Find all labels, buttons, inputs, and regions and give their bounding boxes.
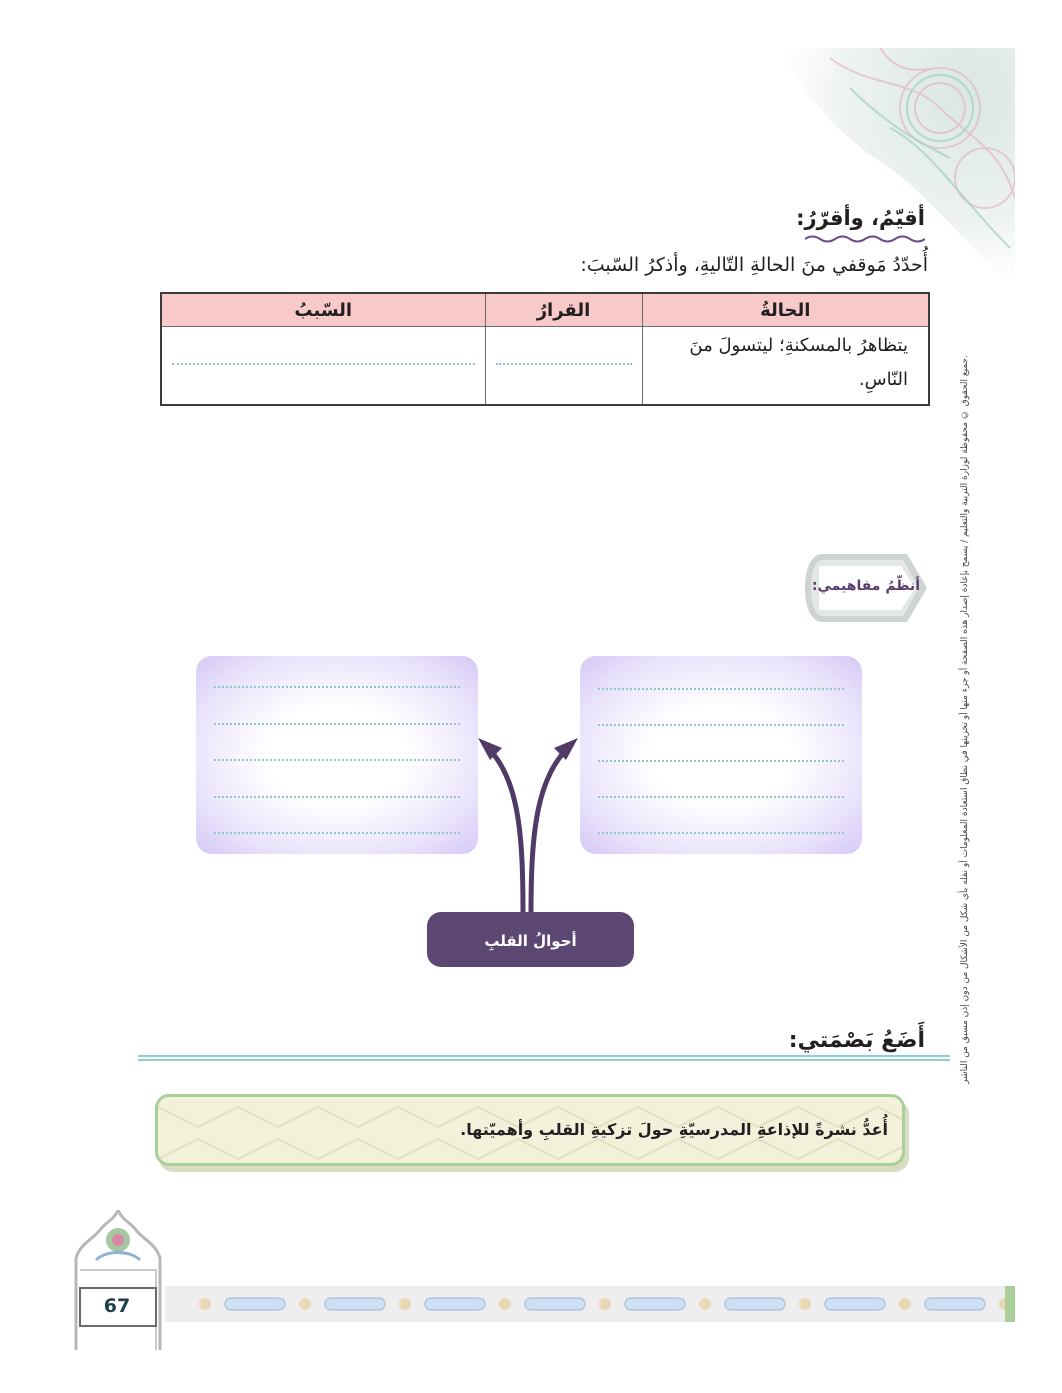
answer-dotted-line [214, 686, 460, 688]
page-number: 67 [103, 1295, 131, 1317]
cell-reason-answer[interactable] [161, 327, 485, 406]
table-row [161, 327, 929, 406]
section-title-organize: أنظّمُ مفاهيمي: [811, 578, 920, 594]
copyright-text: جميع الحقوق © محفوظة لوزارة التربية والتعليم / يسمح بإعادة إصدار هذه الصفحة أو جزء منها أو تخزينها في نطاق استعادة المعلومات أو نقله بأي شكل من الأشكال من دون إذن مسبق من الناشر. [960, 355, 970, 1084]
header-situation: الحالةُ [642, 293, 929, 327]
header-decision: القرارُ [485, 293, 642, 327]
task-text: أُعدُّ نشرةً للإذاعةِ المدرسيّةِ حولَ تزكيةِ القلبِ وأهميّتها. [460, 1120, 888, 1139]
copyright-notice [958, 355, 974, 1084]
header-reason: السّببُ [161, 293, 485, 327]
answer-dotted-line [598, 832, 844, 834]
center-concept-label: أحوالُ القلبِ [427, 912, 634, 967]
cell-situation: يتظاهرُ بالمسكنةِ؛ ليتسولَ منَ النّاسِ. [642, 327, 929, 406]
page-number-frame [70, 1210, 166, 1350]
concept-box-right[interactable] [580, 656, 862, 854]
footer-decorative-band [165, 1286, 1015, 1322]
cell-decision-answer[interactable] [485, 327, 642, 406]
corner-ornament [770, 48, 1015, 288]
table-header-row [161, 293, 929, 327]
answer-dotted-line [214, 832, 460, 834]
answer-dotted-line [598, 760, 844, 762]
section-divider [138, 1055, 950, 1061]
answer-dotted-line [214, 796, 460, 798]
branch-arrows [460, 700, 610, 930]
answer-dotted-line [172, 363, 475, 365]
concept-box-left[interactable] [196, 656, 478, 854]
answer-dotted-line [598, 724, 844, 726]
title-wavy-underline [805, 234, 925, 244]
answer-dotted-line [214, 723, 460, 725]
instruction-text: أُحدّدُ مَوقفي منَ الحالةِ التّاليةِ، وأذكرُ السّببَ: [580, 254, 928, 276]
decision-table [160, 292, 930, 406]
section-title-fingerprint: أَضَعُ بَصْمَتي: [788, 1028, 925, 1053]
answer-dotted-line [598, 796, 844, 798]
section-title-evaluate: أقيّمُ، وأقرّرُ: [796, 206, 925, 230]
answer-dotted-line [598, 688, 844, 690]
answer-dotted-line [496, 363, 632, 365]
answer-dotted-line [214, 759, 460, 761]
